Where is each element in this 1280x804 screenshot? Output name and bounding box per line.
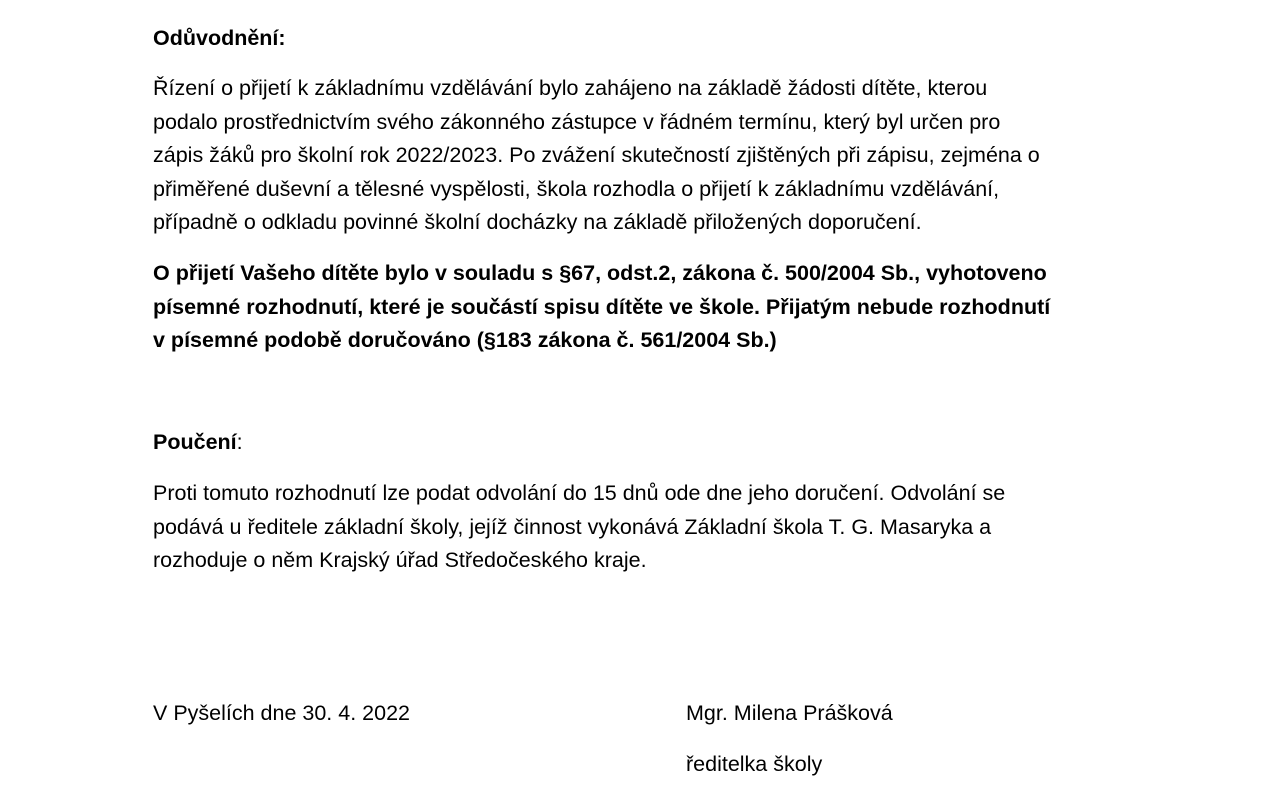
reasoning-line: přiměřené duševní a tělesné vyspělosti, škola rozhodla o přijetí k základnímu vzdělávání, bbox=[153, 176, 1000, 201]
signer-role: ředitelka školy bbox=[686, 752, 823, 776]
instruction-paragraph bbox=[153, 477, 1005, 578]
instruction-line: Proti tomuto rozhodnutí lze podat odvolání do 15 dnů ode dne jeho doručení. Odvolání se bbox=[153, 481, 1006, 505]
instruction-heading-word: Poučení bbox=[153, 430, 237, 454]
decision-paragraph bbox=[153, 257, 1050, 358]
decision-line: O přijetí Vašeho dítěte bylo v souladu s §67, odst.2, zákona č. 500/2004 Sb., vyhotoveno bbox=[153, 261, 1047, 285]
reasoning-line: případně o odkladu povinné školní docházky na základě přiložených doporučení. bbox=[153, 210, 922, 234]
reasoning-line: Řízení o přijetí k základnímu vzdělávání bylo zahájeno na základě žádosti dítěte, kterou bbox=[153, 76, 988, 100]
reasoning-heading: Odůvodnění: bbox=[153, 26, 286, 50]
decision-line: v písemné podobě doručováno (§183 zákona č. 561/2004 Sb.) bbox=[153, 328, 777, 352]
instruction-line: rozhoduje o něm Krajský úřad Středočeského kraje. bbox=[153, 548, 647, 572]
signer-name: Mgr. Milena Prášková bbox=[686, 701, 893, 725]
reasoning-line: zápis žáků pro školní rok 2022/2023. Po zvážení skutečností zjištěných při zápisu, zejména o bbox=[153, 143, 1040, 167]
instruction-heading bbox=[153, 426, 243, 460]
reasoning-line: podalo prostřednictvím svého zákonného zástupce v řádném termínu, který byl určen pro bbox=[153, 109, 1001, 134]
instruction-line: podává u ředitele základní školy, jejíž činnost vykonává Základní škola T. G. Masaryka a bbox=[153, 514, 992, 539]
decision-line: písemné rozhodnutí, které je součástí spisu dítěte ve škole. Přijatým nebude rozhodnutí bbox=[153, 294, 1051, 319]
place-and-date: V Pyšelích dne 30. 4. 2022 bbox=[153, 701, 410, 725]
reasoning-paragraph bbox=[153, 72, 1040, 240]
instruction-heading-colon: : bbox=[236, 430, 243, 454]
